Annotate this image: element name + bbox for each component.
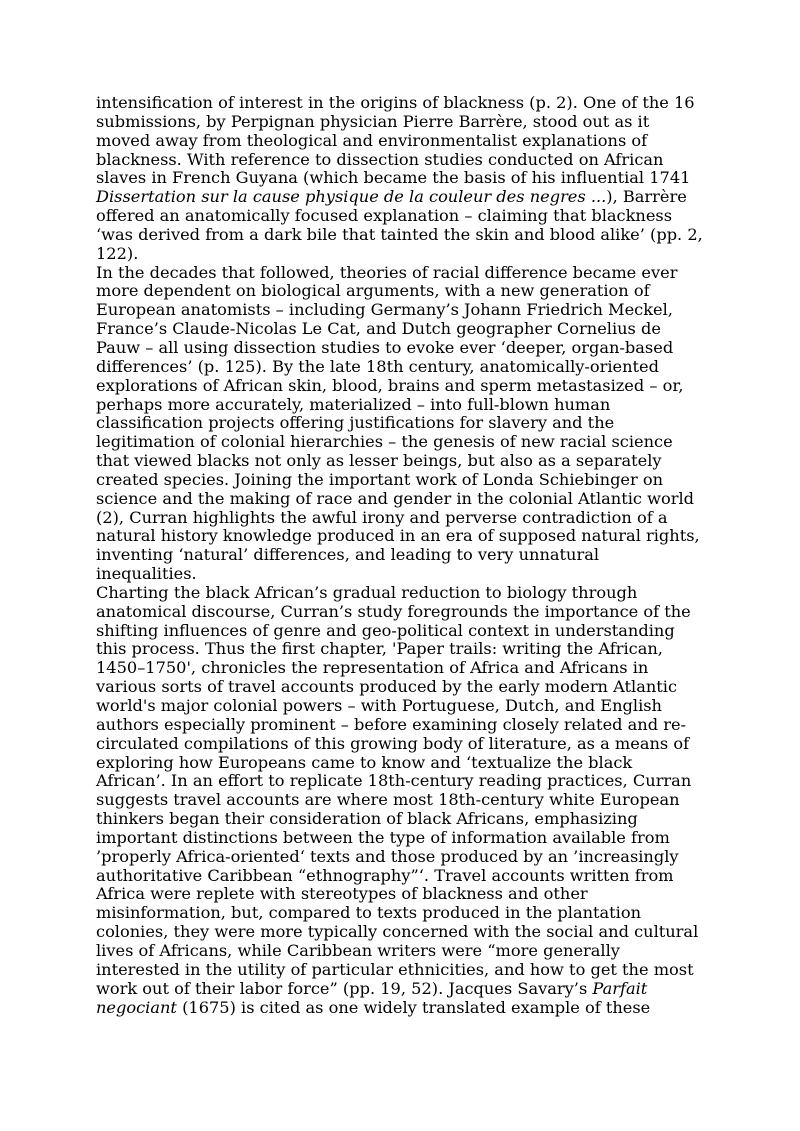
paragraph-1 [96,94,706,264]
text-segment: In the decades that followed, theories of racial difference became ever more dependent on biological arguments, with a new generation of European anatomists – including Germany’s Johann Friedrich Meckel, France’s Claude-Nicolas Le Cat, and Dutch geographer Cornelius de Pauw – all using dissection studies to evoke ever ‘deeper, organ-based differences’ (p. 125). By the late 18th century, anatomically-oriented explorations of African skin, blood, brains and sperm metastasized – or, perhaps more accurately, materialized – into full-blown human classification projects offering justifications for slavery and the legitimation of colonial hierarchies – the genesis of new racial science that viewed blacks not only as lesser beings, but also as a separately created species. Joining the important work of Londa Schiebinger on science and the making of race and gender in the colonial Atlantic world (2), Curran highlights the awful irony and perverse contradiction of a natural history knowledge produced in an era of supposed natural rights, inventing ‘natural’ differences, and leading to very unnatural inequalities. [96,262,700,584]
text-segment: intensification of interest in the origins of blackness (p. 2). One of the 16 submissions, by Perpignan physician Pierre Barrère, stood out as it moved away from theological and environmentalist explanations of blackness. With reference to dissection studies conducted on African slaves in French Guyana (which became the basis of his influential 1741 [96,93,695,188]
text-segment: Charting the black African’s gradual reduction to biology through anatomical discourse, Curran’s study foregrounds the importance of the shifting influences of genre and geo-political context in understanding this process. Thus the first chapter, 'Paper trails: writing the African, 1450–1750', chronicles the representation of Africa and Africans in various sorts of travel accounts produced by the early modern Atlantic world's major colonial powers – with Portuguese, Dutch, and English authors especially prominent – before examining closely related and re- circulated compilations of this growing body of literature, as a means of exploring how Europeans came to know and ‘textualize the black African’. In an effort to replicate 18th-century reading practices, Curran suggests travel accounts are where most 18th-century white European thinkers began their consideration of black Africans, emphasizing important distinctions between the type of information available from ’properly Africa-oriented‘ texts and those produced by an ’increasingly authoritative Caribbean “ethnography”‘. Travel accounts written from Africa were replete with stereotypes of blackness and other misinformation, but, compared to texts produced in the plantation colonies, they were more typically concerned with the social and cultural lives of Africans, while Caribbean writers were “more generally interested in the utility of particular ethnicities, and how to get the most work out of their labor force” (pp. 19, 52). Jacques Savary’s [96,582,699,998]
paragraph-3 [96,584,706,1017]
text-segment: (1675) is cited as one widely translated example of these [176,997,651,1017]
book-title: Parfait negociant [96,978,648,1017]
document-page [96,94,706,1017]
book-title: Dissertation sur la cause physique de la couleur des negres ... [96,187,607,207]
paragraph-2 [96,264,706,584]
text-segment: ), Barrère offered an anatomically focused explanation – claiming that blackness ‘was derived from a dark bile that tainted the skin and blood alike’ (pp. 2, 122). [96,187,703,263]
